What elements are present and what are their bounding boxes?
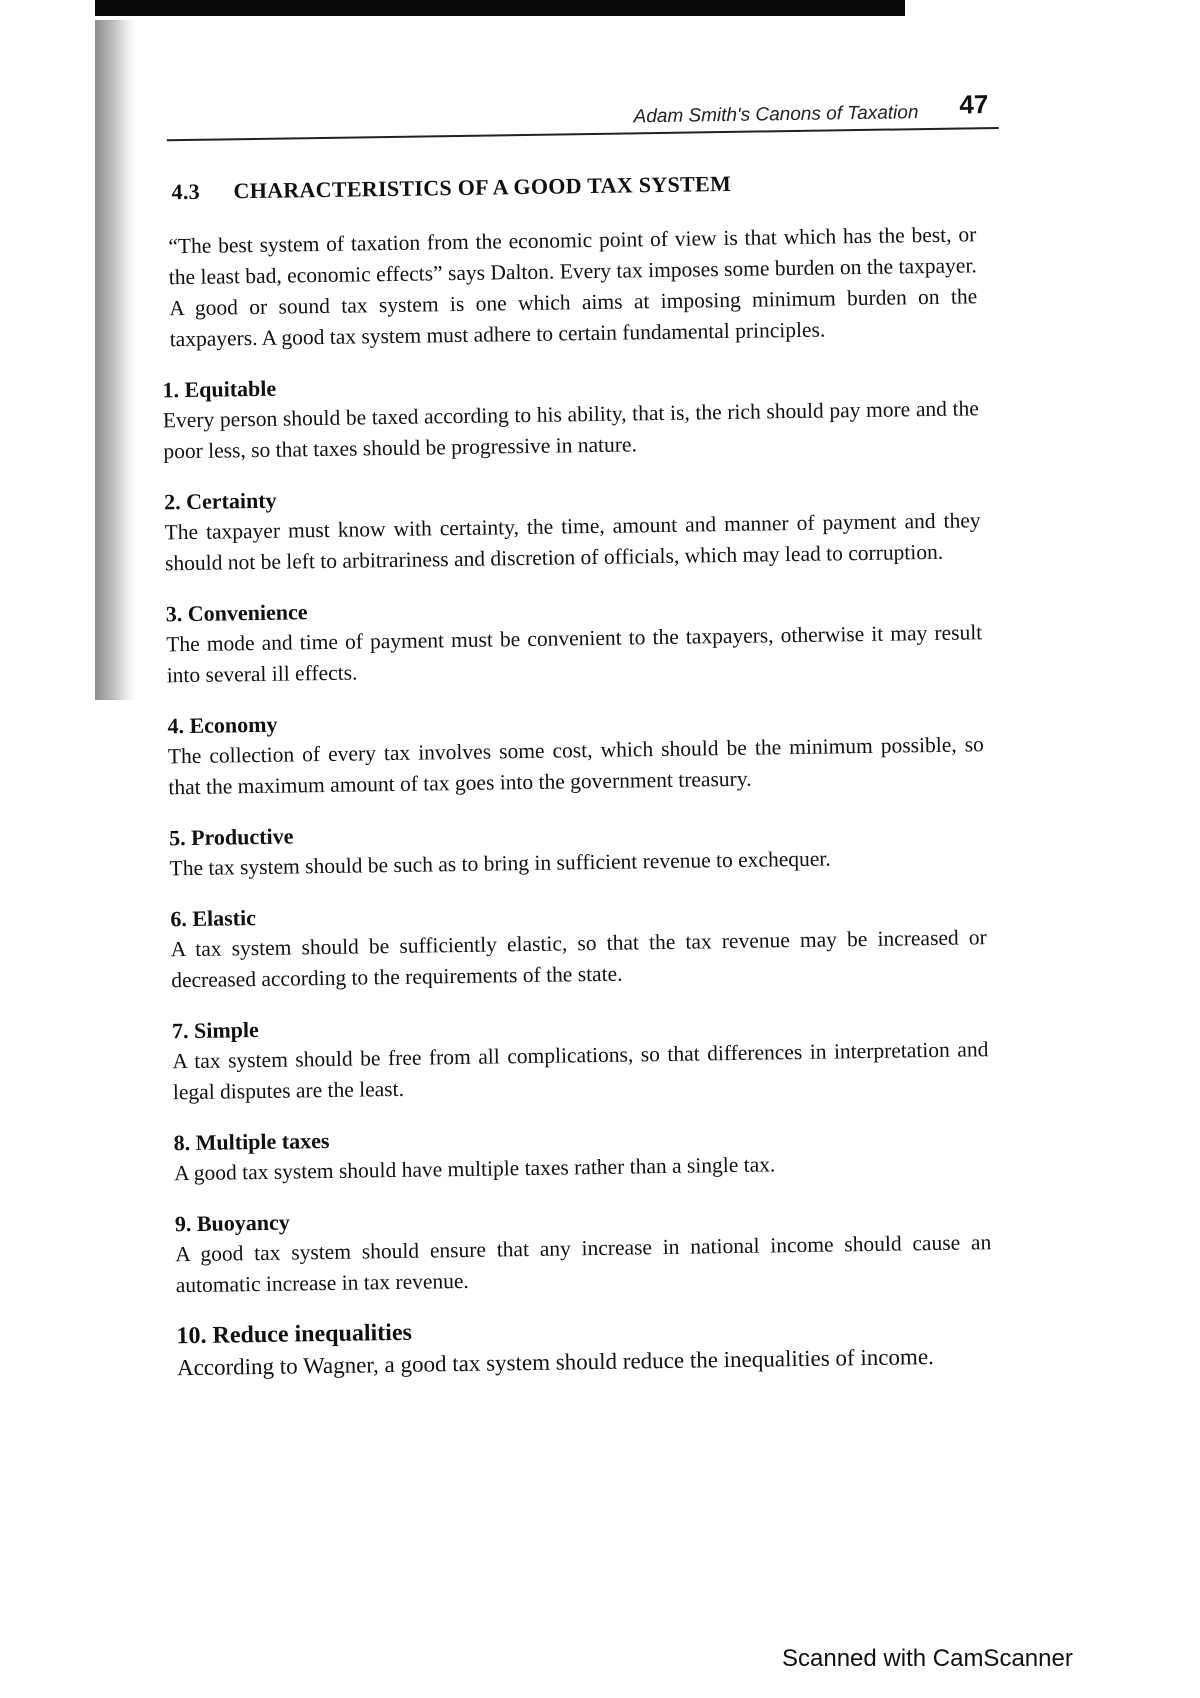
list-item (167, 699, 984, 803)
item-body: The collection of every tax involves some cost, which should be the minimum possible, so that the maximum amount of tax goes into the government treasury. (167, 732, 985, 800)
item-title: 2. Certainty (163, 487, 277, 515)
item-body: The taxpayer must know with certainty, the time, amount and manner of payment and they should not be left to arbitrariness and discretion of officials, which may lead to corruption. (164, 508, 981, 576)
section-number: 4.3 (171, 178, 201, 205)
book-page (118, 75, 1017, 1405)
running-header (166, 75, 999, 141)
item-body: The mode and time of payment must be convenient to the taxpayers, otherwise it may result into several ill effects. (166, 620, 983, 688)
section-heading (171, 167, 999, 205)
item-title: 4. Economy (167, 711, 278, 739)
item-title: 1. Equitable (162, 375, 277, 403)
running-title: Adam Smith's Canons of Taxation (633, 102, 919, 128)
list-item (164, 475, 981, 579)
list-item (169, 811, 986, 884)
item-title: 6. Elastic (170, 905, 257, 932)
item-body: A good tax system should have multiple taxes rather than a single tax. (173, 1152, 776, 1186)
item-body: According to Wagner, a good tax system should reduce the inequalities of income. (176, 1344, 934, 1381)
item-title: 10. Reduce inequalities (176, 1319, 413, 1350)
list-item (170, 892, 987, 996)
scanner-watermark: Scanned with CamScanner (782, 1645, 1073, 1672)
item-title: 8. Multiple taxes (173, 1127, 330, 1156)
item-body: A tax system should be sufficiently elastic, so that the tax revenue may be increased or decreased according to the requirements of the state. (170, 925, 987, 993)
principles-list (162, 363, 993, 1384)
page-number: 47 (959, 89, 989, 120)
item-title: 9. Buoyancy (174, 1209, 290, 1237)
item-body: A tax system should be free from all complications, so that differences in interpretation and legal disputes are the least. (172, 1037, 989, 1105)
list-item (172, 1004, 989, 1108)
list-item (176, 1309, 993, 1384)
list-item (162, 363, 979, 467)
item-title: 3. Convenience (165, 599, 308, 627)
item-body: A good tax system should ensure that any increase in national income should cause an automatic increase in tax revenue. (175, 1230, 992, 1298)
scan-top-edge (95, 0, 905, 16)
item-title: 5. Productive (168, 823, 294, 851)
list-item (175, 1197, 992, 1301)
intro-paragraph: “The best system of taxation from the economic point of view is that which has the best, or the least bad, economic effects” says Dalton. Every tax imposes some burden on the taxpayer. A good or sound tax system is one which aims at imposing minimum burden on the taxpayers. A good tax system must adhere to certain fundamental principles. (168, 222, 978, 352)
section-title: CHARACTERISTICS OF A GOOD TAX SYSTEM (233, 170, 732, 204)
item-body: Every person should be taxed according to his ability, that is, the rich should pay more and the poor less, so that taxes should be progressive in nature. (162, 396, 980, 464)
item-body: The tax system should be such as to bring in sufficient revenue to exchequer. (169, 846, 831, 881)
item-title: 7. Simple (171, 1017, 259, 1044)
list-item (166, 587, 983, 691)
list-item (173, 1116, 990, 1189)
